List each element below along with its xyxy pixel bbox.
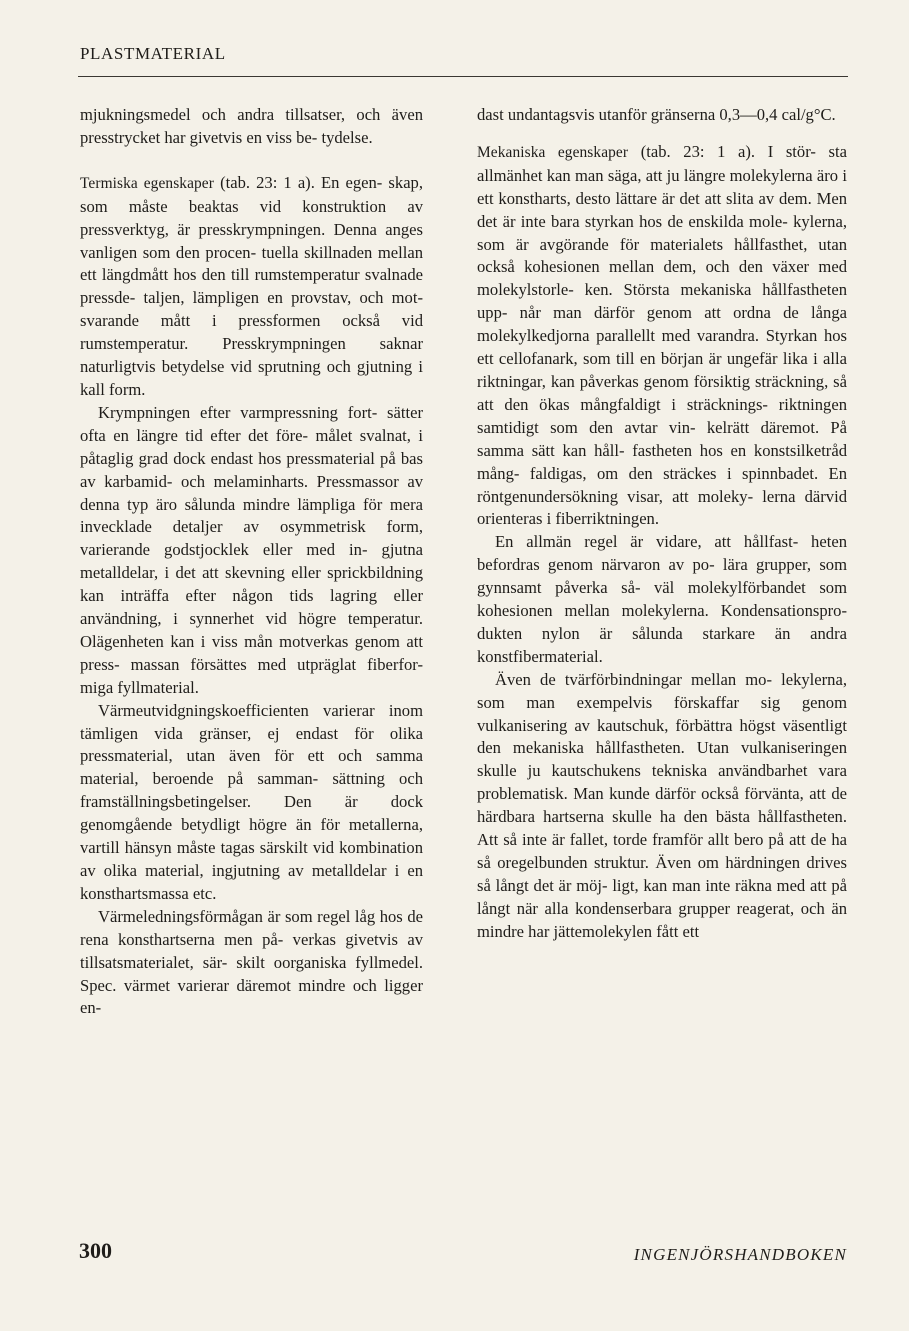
- right-paragraph-crosslinks: Även de tvärförbindningar mellan mo- lekylerna, som man exempelvis förskaffar sig genom vulkanisering av kautschuk, förbättra högst väsentligt den mekaniska hållfastheten. Utan vulkaniseringen skulle ju kautschukens tekniska användbarhet vara problematisk. Man kunde därför också förvänta, att de härdbara hartserna skulle ha den bästa hållfastheten. Att så inte är fallet, torde framför allt bero på att de ha så oregelbunden struktur. Även om härdningen drives så långt det är möj- ligt, kan man inte räkna med att på långt när alla kondenserbara grupper reagerat, och än mindre har jättemolekylen fått ett: [477, 669, 847, 941]
- mechanical-body: (tab. 23: 1 a). I stör- sta allmänhet kan man säga, att ju längre molekylerna äro i ett konstharts, desto lättare är det att slita av dem. Men det är inte bara styrkan hos de enskilda mole- kylerna, som är avgörande för materialets hållfasthet, utan också kohesionen mellan dem, och den växer med molekylstorle- ken. Största mekaniska hållfastheten upp- når man därför genom att ordna de långa molekylkedjorna parallellt med varandra. Styrkan hos ett cellofanark, som till en början är ungefär lika i alla riktningar, kan påverkas genom försiktig sträckning, så att den ökas mångfaldigt i sträcknings- riktningen samtidigt som den avtar vin- kelrätt däremot. På samma sätt kan håll- fastheten hos en konstsilketråd mång- faldigas, om den sträckes i spinnbadet. En röntgenundersökning visar, att moleky- lerna därvid orienteras i fiberriktningen.: [477, 141, 847, 529]
- right-column: [477, 104, 847, 944]
- left-paragraph-expansion: Värmeutvidgningskoefficienten varierar inom tämligen vida gränser, ej endast för olika pressmaterial, utan även för ett och samma material, beroende på samman- sättning och framställningsbetingelser. Den är dock genomgående betydligt högre än för metallerna, vartill hänsyn måste tagas särskilt vid kombination av olika material, ingjutning av metalldelar i en konsthartsmassa etc.: [80, 700, 423, 903]
- section-heading-mechanical: Mekaniska egenskaper: [477, 143, 629, 161]
- book-title: INGENJÖRSHANDBOKEN: [633, 1245, 847, 1264]
- right-paragraph-polar-groups: En allmän regel är vidare, att hållfast- heten befordras genom närvaron av po- lära grupper, som gynnsamt påverka så- väl molekylförbandet som kohesionen mellan molekylerna. Kondensationspro- dukten nylon är sålunda starkare än andra konstfibermaterial.: [477, 532, 847, 666]
- left-column: [80, 104, 423, 1020]
- left-paragraph-conductivity: Värmeledningsförmågan är som regel låg hos de rena konsthartserna men på- verkas givetvis av tillsatsmaterialet, sär- skilt oorganiska fyllmedel. Spec. värmet varierar däremot mindre och ligger en-: [80, 906, 423, 1018]
- right-paragraph-mechanical: [477, 141, 847, 531]
- left-paragraph-shrinkage: Krympningen efter varmpressning fort- sätter ofta en längre tid efter det före- målet svalnat, i påtaglig grad dock endast hos pressmaterial på bas av karbamid- och melaminharts. Pressmassor av denna typ äro sålunda mindre lämpliga för mera invecklade detaljer av osymmetrisk form, varierande godstjocklek eller med in- gjutna metalldelar, i det att skevning eller sprickbildning kan inträffa efter någon tids lagring eller användning, i synnerhet vid högre temperatur. Olägenheten kan i viss mån motverkas genom att press- massan försättes med utpräglat fiberfor- miga fyllmaterial.: [80, 402, 423, 697]
- running-title: PLASTMATERIAL: [80, 44, 226, 63]
- left-paragraph-thermal: [80, 172, 423, 402]
- header-rule: [78, 76, 848, 77]
- thermal-body: (tab. 23: 1 a). En egen- skap, som måste beaktas vid konstruktion av pressverktyg, är presskrympningen. Denna anges vanligen som den procen- tuella skillnaden mellan ett längdmått hos den till rumstemperatur svalnade pressde- taljen, lämpligen en provstav, och mot- svarande mått i pressformen också vid rumstemperatur. Presskrympningen saknar naturligtvis betydelse vid sprutning och gjutning i kall form.: [80, 172, 424, 399]
- left-paragraph-1: mjukningsmedel och andra tillsatser, och även presstrycket har givetvis en viss be- tydelse.: [80, 105, 423, 147]
- page-number: 300: [79, 1238, 112, 1263]
- right-paragraph-1: dast undantagsvis utanför gränserna 0,3—0,4 cal/g°C.: [477, 105, 836, 124]
- section-heading-thermal: Termiska egenskaper: [80, 174, 214, 192]
